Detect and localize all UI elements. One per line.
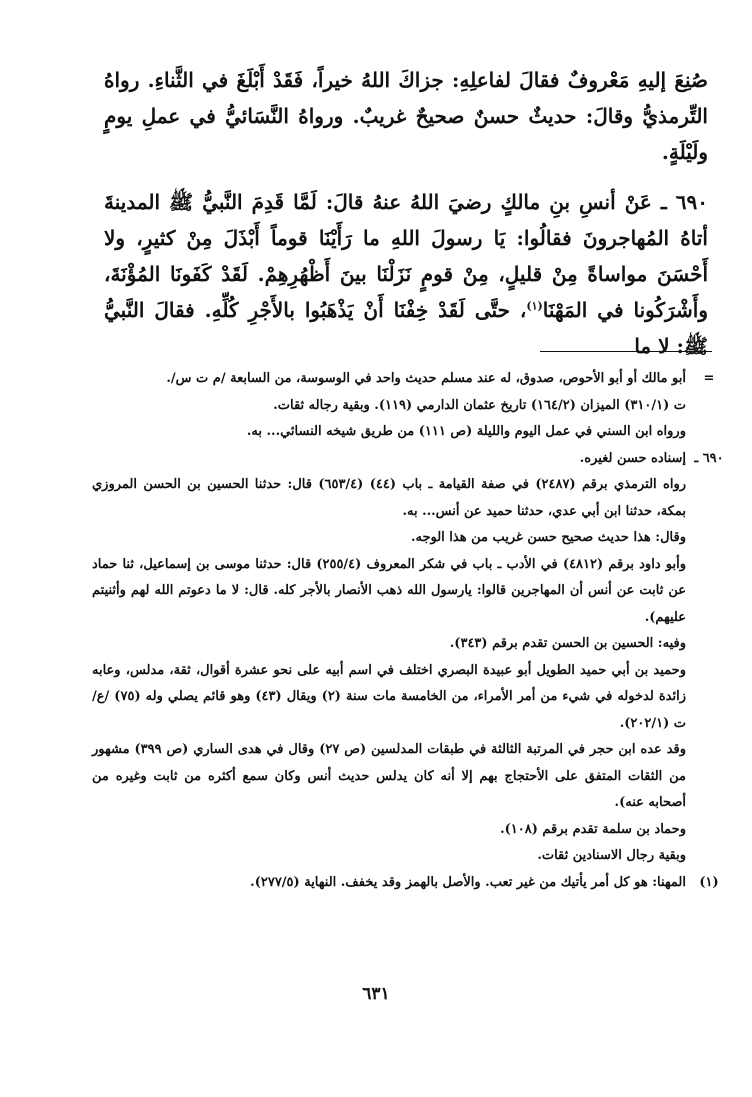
footnote-1 <box>92 870 732 897</box>
footnote-line: وقد عده ابن حجر في المرتبة الثالثة في طبقات المدلسين (ص ٢٧) وقال في هدى الساري (ص ٣٩٩) مشهور من الثقات المتفق على الأحتجاج بهم إلا أنه كان يدلس حديث أنس وكان سمع أكثره من ثابت وغيره من أصحابه عنه). <box>92 742 687 810</box>
hadith-text-part-1: عَنْ أنسِ بنِ مالكٍ رضيَ اللهُ عنهُ قالَ: لَمَّا قَدِمَ النَّبيُّ ﷺ المدينةَ أتاهُ المُهاجرونَ فقالُوا: يَا رسولَ اللهِ ما رَأَيْنَا قوماً أَبْذَلَ مِنْ كثيرٍ، ولا أَحْسَنَ مواساةً مِنْ قليلٍ، مِنْ قومٍ نَزَلْنَا بينَ أَظْهُرِهِمْ. لَقَدْ كَفَونَا المُؤْنَةَ، وأَشْرَكُونا في المَهْنَا <box>104 190 708 322</box>
footnote-reference: (١) <box>526 299 543 313</box>
main-text <box>104 62 708 364</box>
footnote-marker: (١) <box>699 874 719 890</box>
footnote-line: وأبو داود برقم (٤٨١٢) في الأدب ـ باب في شكر المعروف (٢٥٥/٤) قال: حدثنا موسى بن إسماعيل، ثنا حماد عن ثابت عن أنس أن المهاجرين قالوا: يارسول الله ذهب الأنصار بالأجر كله. قال: لا ما دعوتم الله لهم وأثنيتم عليهم). <box>92 556 686 625</box>
footnote-continuation <box>92 366 732 446</box>
footnote-line: وحميد بن أبي حميد الطويل أبو عبيدة البصري اختلف في اسم أبيه على نحو عشرة أقوال، ثقة، مدلس، وعابه زائدة لدخوله في شيء من أمر الأمراء، من الخامسة مات سنة (٢) ويقال (٤٣) وهو قائم يصلي وله (٧٥) /ع/ ت (٢٠٢/١). <box>92 662 687 731</box>
footnote-marker: ٦٩٠ ـ <box>694 450 724 466</box>
footnote-text <box>92 446 686 870</box>
footnote-line: ت (٣١٠/١) الميزان (١٦٤/٢) تاريخ عثمان الدارمي (١١٩). وبقية رجاله ثقات. <box>273 397 686 413</box>
footnotes <box>92 366 732 896</box>
intro-paragraph: صُنِعَ إليهِ مَعْروفٌ فقالَ لفاعلِهِ: جزاكَ اللهُ خيراً، فَقَدْ أَبْلَغَ في الثَّناءِ. رواهُ التِّرمذيُّ وقالَ: حديثٌ حسنٌ صحيحٌ غريبٌ. ورواهُ النَّسَائيُّ في عملِ يومٍ ولَيْلَةٍ. <box>104 68 708 164</box>
footnote-line: وفيه: الحسين بن الحسن تقدم برقم (٣٤٣). <box>449 636 686 651</box>
footnote-690 <box>92 446 732 870</box>
footnote-marker: = <box>703 371 715 386</box>
footnote-line: إسناده حسن لغيره. <box>579 450 686 466</box>
hadith-number: ٦٩٠ ـ <box>660 190 708 214</box>
footnote-line: ورواه ابن السني في عمل اليوم والليلة (ص ١١١) من طريق شيخه النسائي... به. <box>246 424 686 439</box>
footnote-line: وحماد بن سلمة تقدم برقم (١٠٨). <box>500 821 686 837</box>
footnote-separator <box>540 351 712 352</box>
footnote-line: وقال: هذا حديث صحيح حسن غريب من هذا الوجه. <box>410 530 686 545</box>
footnote-line: رواه الترمذي برقم (٢٤٨٧) في صفة القيامة ـ باب (٤٤) (٦٥٣/٤) قال: حدثنا الحسين بن الحسن المروزي بمكة، حدثنا ابن أبي عدي، حدثنا حميد عن أنس... به. <box>92 477 687 519</box>
footnote-line: المهنا: هو كل أمر يأتيك من غير تعب. والأصل بالهمز وقد يخفف. النهاية (٢٧٧/٥). <box>250 874 686 890</box>
footnote-line: وبقية رجال الاسنادين ثقات. <box>537 848 686 863</box>
hadith-690-paragraph <box>104 184 708 364</box>
footnote-text <box>92 366 686 446</box>
page-number: ٦٣١ <box>362 984 390 1004</box>
hadith-text-part-2: ، حتَّى لَقَدْ خِفْنَا أَنْ يَذْهَبُوا بالأَجْرِ كُلِّهِ. فقالَ النَّبيُّ ﷺ: لا ما <box>104 298 708 358</box>
footnote-text <box>92 870 686 897</box>
footnote-line: أبو مالك أو أبو الأحوص، صدوق، له عند مسلم حديث واحد في الوسوسة، من السابعة /م ت س/. <box>166 371 686 386</box>
